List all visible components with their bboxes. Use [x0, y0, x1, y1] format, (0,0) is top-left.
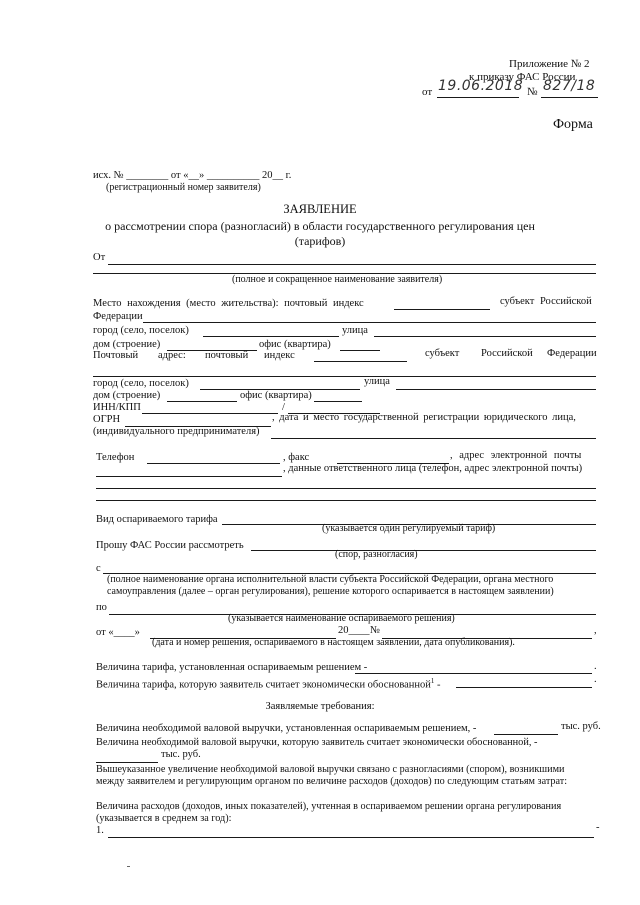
postal-office-label: офис (квартира) [240, 390, 312, 401]
inn-field[interactable] [142, 402, 278, 414]
tariff-claimed-dash: - [434, 679, 441, 691]
postal-word-3: почтовый [205, 350, 249, 361]
form-label: Форма [553, 117, 593, 132]
postal-office-field[interactable] [314, 390, 362, 402]
outgoing-number: исх. № ________ от «__» __________ 20__ г. [93, 170, 292, 181]
registration-details-field[interactable] [271, 427, 596, 439]
request-label: Прошу ФАС России рассмотреть [96, 540, 244, 551]
postal-house-field[interactable] [167, 390, 237, 402]
document-subtitle-line2: (тарифов) [294, 234, 346, 248]
decision-number-label: № [370, 625, 381, 636]
location-street-label: улица [342, 325, 368, 336]
increase-line2: между заявителем и регулирующим органом по величине расходов (доходов) по следующим статьям затрат: [96, 776, 568, 787]
decision-year: 20____ [338, 625, 370, 636]
on-label: по [96, 602, 107, 613]
with-caption-line1: (полное наименование органа исполнительной власти субъекта Российской Федерации, органа местного [107, 574, 554, 585]
location-city-field[interactable] [203, 325, 339, 337]
expense-item-number: 1. [96, 825, 104, 836]
postal-region-word-1: субъект [425, 348, 460, 359]
document-subtitle-line1: о рассмотрении спора (разногласий) в области государственного регулирования цен [105, 219, 535, 233]
tariff-set-label: Величина тарифа, установленная оспариваемым решением - [96, 662, 368, 673]
document-title: ЗАЯВЛЕНИЕ [283, 202, 357, 216]
appendix-line2: к приказу ФАС России [469, 71, 576, 83]
applicant-name-field-2[interactable] [93, 262, 596, 274]
postal-house-label: дом (строение) [93, 390, 161, 401]
tariff-claimed-label [96, 675, 441, 692]
location-region-field[interactable] [143, 311, 596, 323]
order-date-handwritten: 19.06.2018 [438, 78, 524, 94]
postal-postcode-field[interactable] [314, 350, 407, 362]
postal-word-4: индекс [264, 350, 295, 361]
expenses-line1: Величина расходов (доходов, иных показателей), учтенная в оспариваемом решении органа регулирования [96, 801, 562, 812]
responsible-label: , данные ответственного лица (телефон, адрес электронной почты) [283, 463, 583, 474]
location-street-field[interactable] [374, 325, 596, 337]
postal-region-field[interactable] [93, 365, 596, 377]
email-label: , адрес электронной почты [450, 450, 582, 461]
postal-region-word-2: Российской [481, 348, 533, 359]
scan-speck [127, 866, 130, 867]
responsible-field-2[interactable] [96, 489, 596, 501]
from-label: От [93, 252, 106, 263]
postal-city-label: город (село, поселок) [93, 378, 189, 389]
phone-label: Телефон [96, 452, 135, 463]
expense-item-trail: - [596, 822, 600, 833]
location-label: Место нахождения (место жительства): почтовый индекс [93, 298, 364, 309]
tariff-claimed-dot: . [594, 674, 597, 685]
location-house-label: дом (строение) [93, 339, 161, 350]
expense-item-1-field[interactable] [108, 826, 594, 838]
appendix-from-prefix: от [422, 86, 433, 98]
decision-from-label: от «____» [96, 627, 140, 638]
with-label: с [96, 563, 101, 574]
fax-label: , факс [283, 452, 310, 463]
revenue-claimed-label: Величина необходимой валовой выручки, которую заявитель считает экономически обоснованной, - [96, 737, 538, 748]
revenue-claimed-field[interactable] [96, 751, 158, 763]
postal-region-word-3: Федерации [547, 348, 597, 359]
outgoing-caption: (регистрационный номер заявителя) [106, 182, 261, 193]
inn-slash: / [282, 402, 285, 413]
postal-word-1: Почтовый [93, 350, 139, 361]
with-caption-line2: самоуправления (далее – орган регулирования), решение которого оспаривается в настоящем заявлении) [107, 586, 554, 597]
postal-city-field[interactable] [200, 378, 360, 390]
revenue-set-field[interactable] [494, 723, 558, 735]
decision-comma: , [594, 625, 597, 636]
requirements-heading: Заявляемые требования: [265, 701, 375, 712]
tariff-claimed-text: Величина тарифа, которую заявитель считает экономически обоснованной [96, 679, 431, 691]
decision-caption: (дата и номер решения, оспариваемого в настоящем заявлении, дата опубликования). [152, 637, 515, 648]
location-region-label: субъект Российской [500, 296, 592, 307]
request-field[interactable] [251, 539, 596, 551]
location-postcode-field[interactable] [394, 298, 490, 310]
tariff-claimed-field[interactable] [456, 676, 592, 688]
postal-street-label: улица [364, 376, 390, 387]
increase-line1: Вышеуказанное увеличение необходимой валовой выручки связано с разногласиями (спором), возникшими [96, 764, 565, 775]
responsible-field-1[interactable] [96, 477, 596, 489]
ogrn-label: ОГРН [93, 414, 121, 425]
location-federation-label: Федерации [93, 311, 143, 322]
phone-field[interactable] [147, 452, 280, 464]
revenue-set-unit: тыс. руб. [561, 721, 601, 732]
postal-word-2: адрес: [158, 350, 186, 361]
request-caption: (спор, разногласия) [335, 549, 418, 560]
applicant-caption: (полное и сокращенное наименование заявителя) [232, 274, 443, 285]
inn-label: ИНН/КПП [93, 402, 141, 413]
order-number-handwritten: 827/18 [543, 78, 596, 94]
tariff-set-dot: . [594, 661, 597, 672]
ogrn-description: , дата и место государственной регистрации юридического лица, [272, 412, 576, 423]
expenses-line2: (указывается в среднем за год): [96, 813, 232, 824]
order-date-line [437, 97, 519, 98]
tariff-label: Вид оспариваемого тарифа [96, 514, 218, 525]
postal-street-field[interactable] [396, 378, 596, 390]
order-number-line [541, 97, 598, 98]
with-field[interactable] [103, 562, 596, 574]
location-city-label: город (село, поселок) [93, 325, 189, 336]
on-caption: (указывается наименование оспариваемого решения) [228, 613, 455, 624]
order-number-prefix: № [527, 86, 538, 98]
tariff-set-field[interactable] [355, 662, 592, 674]
tariff-caption: (указывается один регулируемый тариф) [322, 523, 496, 534]
email-field[interactable] [96, 465, 282, 477]
footnote-marker: 1 [430, 677, 435, 685]
appendix-line1: Приложение № 2 [509, 58, 590, 70]
entrepreneur-label: (индивидуального предпринимателя) [93, 426, 260, 437]
revenue-claimed-unit: тыс. руб. [161, 749, 201, 760]
revenue-set-label: Величина необходимой валовой выручки, установленная оспариваемым решением, - [96, 723, 477, 734]
location-office-label: офис (квартира) [259, 339, 331, 350]
